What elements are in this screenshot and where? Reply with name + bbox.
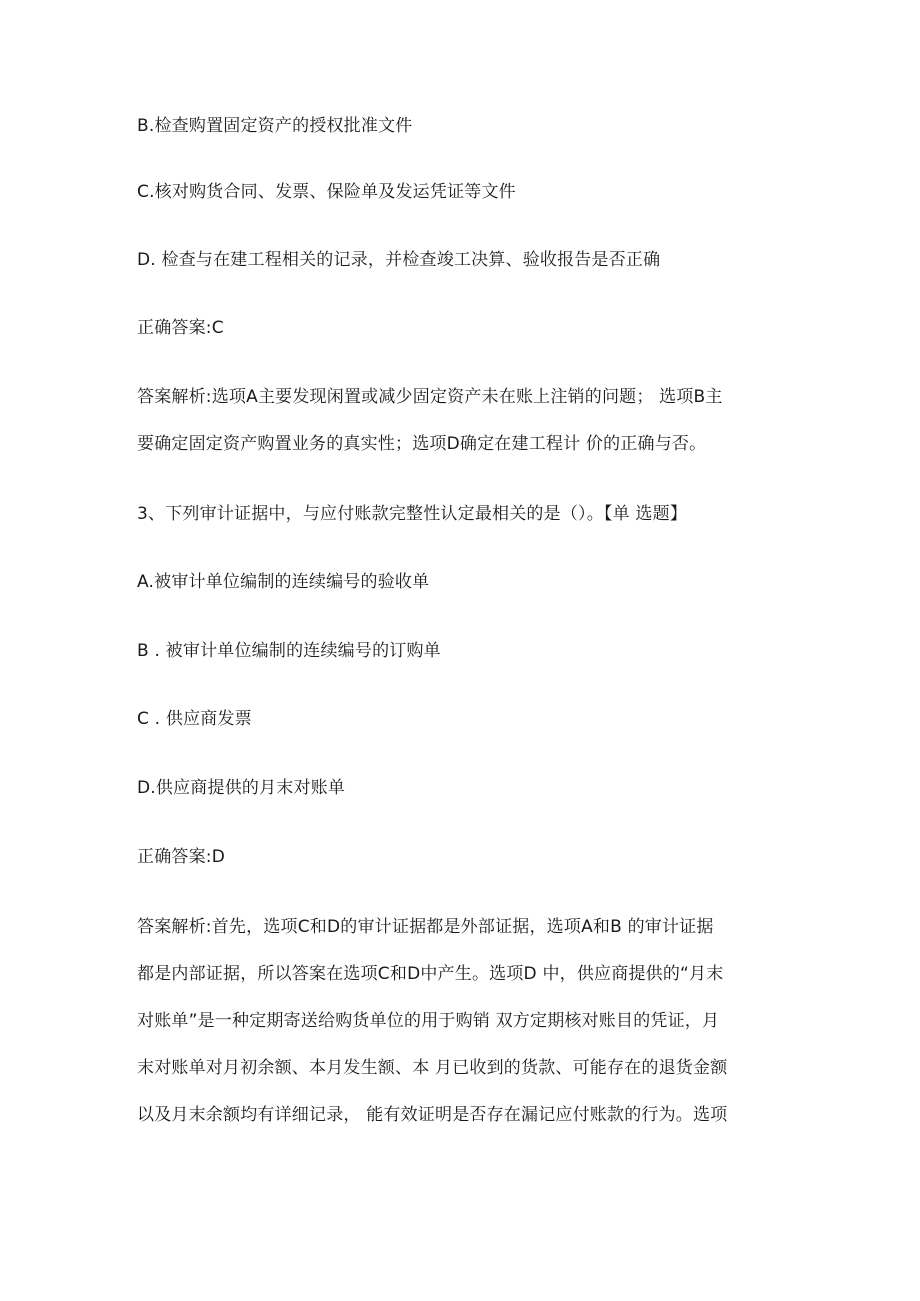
option-b-q2: B.检查购置固定资产的授权批准文件 <box>137 116 413 136</box>
option-d-q2: D. 检查与在建工程相关的记录，并检查竣工决算、验收报告是否正确 <box>137 250 661 270</box>
option-a-q3: A.被审计单位编制的连续编号的验收单 <box>137 572 430 592</box>
explanation-q2-line-2: 要确定固定资产购置业务的真实性；选项D确定在建工程计 价的正确与否。 <box>137 434 707 454</box>
explanation-q3-line-1: 答案解析:首先，选项C和D的审计证据都是外部证据，选项A和B 的审计证据 <box>137 917 714 937</box>
option-b-q3: B . 被审计单位编制的连续编号的订购单 <box>137 641 441 661</box>
answer-q2: 正确答案:C <box>137 318 224 338</box>
explanation-q2-line-1: 答案解析:选项A主要发现闲置或减少固定资产未在账上注销的问题； 选项B主 <box>137 387 723 407</box>
option-c-q2: C.核对购货合同、发票、保险单及发运凭证等文件 <box>137 182 516 202</box>
explanation-q3-line-5: 以及月末余额均有详细记录， 能有效证明是否存在漏记应付账款的行为。选项 <box>137 1105 728 1125</box>
question-3: 3、下列审计证据中，与应付账款完整性认定最相关的是（）。【单 选题】 <box>137 504 688 524</box>
option-c-q3: C . 供应商发票 <box>137 709 252 729</box>
explanation-q3-line-4: 末对账单对月初余额、本月发生额、本 月已收到的货款、可能存在的退货金额 <box>137 1058 728 1078</box>
answer-q3: 正确答案:D <box>137 847 226 867</box>
explanation-q3-line-3: 对账单”是一种定期寄送给购货单位的用于购销 双方定期核对账目的凭证，月 <box>137 1011 720 1031</box>
explanation-q3-line-2: 都是内部证据，所以答案在选项C和D中产生。选项D 中，供应商提供的“月末 <box>137 964 724 984</box>
option-d-q3: D.供应商提供的月末对账单 <box>137 778 346 798</box>
